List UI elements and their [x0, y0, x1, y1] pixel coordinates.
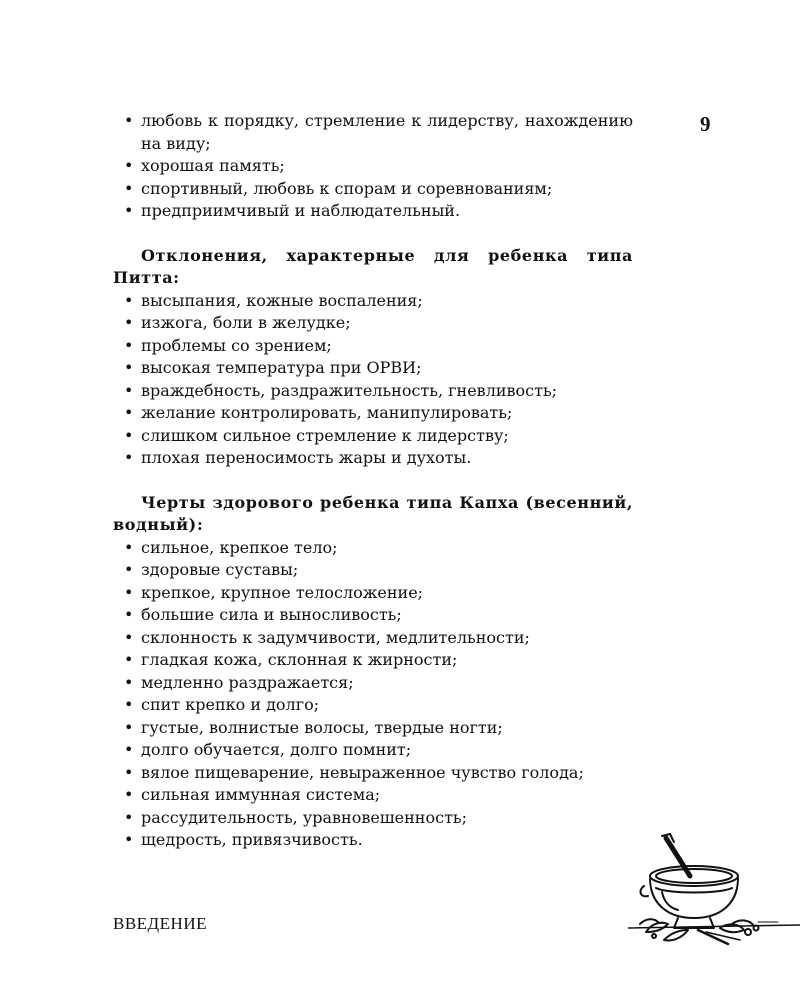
list-item: • густые, волнистые волосы, твердые ногти;	[141, 717, 633, 740]
list-item: • крепкое, крупное телосложение;	[141, 582, 633, 605]
section3-heading: Черты здорового ребенка типа Капха (весенний, водный):	[113, 492, 633, 534]
section1-list	[113, 110, 633, 223]
list-item: • проблемы со зрением;	[141, 335, 633, 358]
list-item: • долго обучается, долго помнит;	[141, 739, 633, 762]
page-content	[113, 110, 633, 852]
list-item: • враждебность, раздражительность, гневливость;	[141, 380, 633, 403]
list-item: • гладкая кожа, склонная к жирности;	[141, 649, 633, 672]
list-item: • любовь к порядку, стремление к лидерству, нахождению на виду;	[141, 110, 633, 155]
section2-list	[113, 290, 633, 470]
list-item: • рассудительность, уравновешенность;	[141, 807, 633, 830]
list-item: • высокая температура при ОРВИ;	[141, 357, 633, 380]
section3-list	[113, 537, 633, 852]
mortar-and-pestle-icon	[628, 832, 800, 951]
running-footer: ВВЕДЕНИЕ	[113, 914, 207, 933]
list-item: • хорошая память;	[141, 155, 633, 178]
list-item: • щедрость, привязчивость.	[141, 829, 633, 852]
list-item: • вялое пищеварение, невыраженное чувство голода;	[141, 762, 633, 785]
section2-heading: Отклонения, характерные для ребенка типа Питта:	[113, 245, 633, 287]
list-item: • желание контролировать, манипулировать;	[141, 402, 633, 425]
list-item: • сильная иммунная система;	[141, 784, 633, 807]
list-item: • здоровые суставы;	[141, 559, 633, 582]
list-item: • спит крепко и долго;	[141, 694, 633, 717]
list-item: • плохая переносимость жары и духоты.	[141, 447, 633, 470]
list-item: • сильное, крепкое тело;	[141, 537, 633, 560]
list-item: • изжога, боли в желудке;	[141, 312, 633, 335]
page-number: 9	[700, 112, 711, 136]
list-item: • высыпания, кожные воспаления;	[141, 290, 633, 313]
list-item: • слишком сильное стремление к лидерству;	[141, 425, 633, 448]
list-item: • спортивный, любовь к спорам и соревнованиям;	[141, 178, 633, 201]
list-item: • медленно раздражается;	[141, 672, 633, 695]
list-item: • большие сила и выносливость;	[141, 604, 633, 627]
list-item: • склонность к задумчивости, медлительности;	[141, 627, 633, 650]
list-item: • предприимчивый и наблюдательный.	[141, 200, 633, 223]
